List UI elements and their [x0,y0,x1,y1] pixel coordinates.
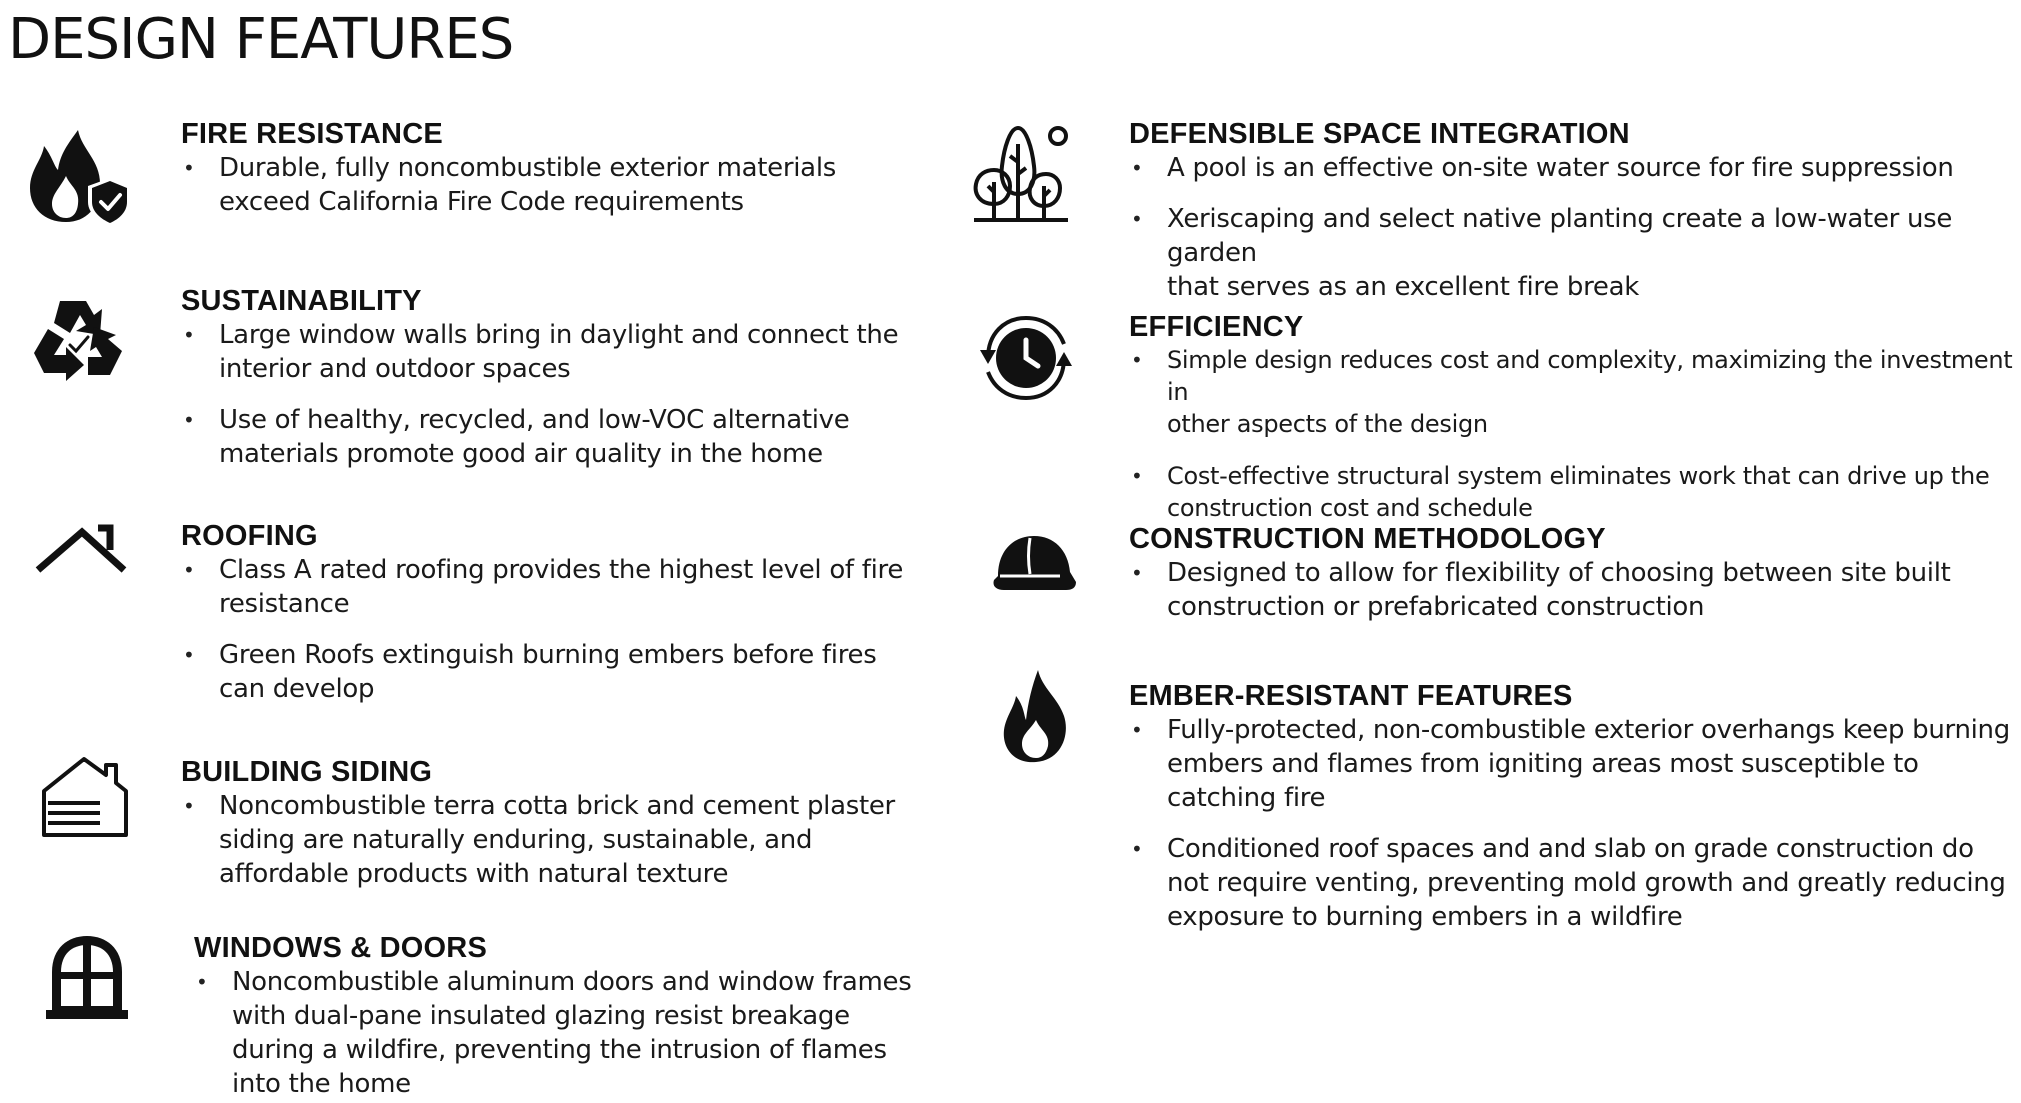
house-siding-icon [40,755,130,839]
clock-cycle-icon [974,310,1078,406]
feature-title: EMBER-RESISTANT FEATURES [1129,680,1573,712]
bullet-item: • Use of healthy, recycled, and low-VOC alternative materials promote good air quality in the home [181,403,898,471]
roof-icon [34,520,130,574]
arched-window-icon [44,932,130,1022]
recycle-icon [30,295,126,391]
fire-shield-icon [26,124,132,226]
bullet-item: • A pool is an effective on-site water source for fire suppression [1129,151,2021,185]
bullet-item: • Noncombustible aluminum doors and window frames with dual-pane insulated glazing resist breakage during a wildfire, preventing the intrusion of flames into the home [194,965,911,1101]
bullet-item: • Conditioned roof spaces and and slab on grade construction do not require venting, preventing mold growth and greatly reducing exposure to burning embers in a wildfire [1129,832,2021,934]
bullet-item: • Cost-effective structural system eliminates work that can drive up the construction cost and schedule [1129,460,2021,524]
feature-title: DEFENSIBLE SPACE INTEGRATION [1129,118,1630,150]
flame-icon [1000,668,1076,766]
bullet-item: • Simple design reduces cost and complexity, maximizing the investment in other aspects of the design [1129,344,2021,440]
bullet-item: • Fully-protected, non-combustible exterior overhangs keep burning embers and flames from igniting areas most susceptible to catching fire [1129,713,2021,815]
bullet-item: • Designed to allow for flexibility of choosing between site built construction or prefabricated construction [1129,556,1951,624]
bullet-item: • Green Roofs extinguish burning embers before fires can develop [181,638,903,706]
bullet-item: • Xeriscaping and select native planting create a low-water use garden that serves as an excellent fire break [1129,202,2021,304]
hard-hat-icon [990,532,1080,594]
feature-title: EFFICIENCY [1129,311,1304,343]
feature-title: WINDOWS & DOORS [194,932,487,964]
trees-icon [970,122,1072,224]
feature-title: CONSTRUCTION METHODOLOGY [1129,523,1606,555]
page-title: DESIGN FEATURES [8,7,514,72]
feature-title: FIRE RESISTANCE [181,118,443,150]
bullet-item: • Noncombustible terra cotta brick and cement plaster siding are naturally enduring, sustainable, and affordable products with natural texture [181,789,895,891]
bullet-item: • Class A rated roofing provides the highest level of fire resistance [181,553,903,621]
feature-title: ROOFING [181,520,318,552]
bullet-item: • Large window walls bring in daylight and connect the interior and outdoor spaces [181,318,898,386]
feature-title: SUSTAINABILITY [181,285,422,317]
bullet-item: • Durable, fully noncombustible exterior materials exceed California Fire Code requirements [181,151,836,219]
feature-title: BUILDING SIDING [181,756,433,788]
